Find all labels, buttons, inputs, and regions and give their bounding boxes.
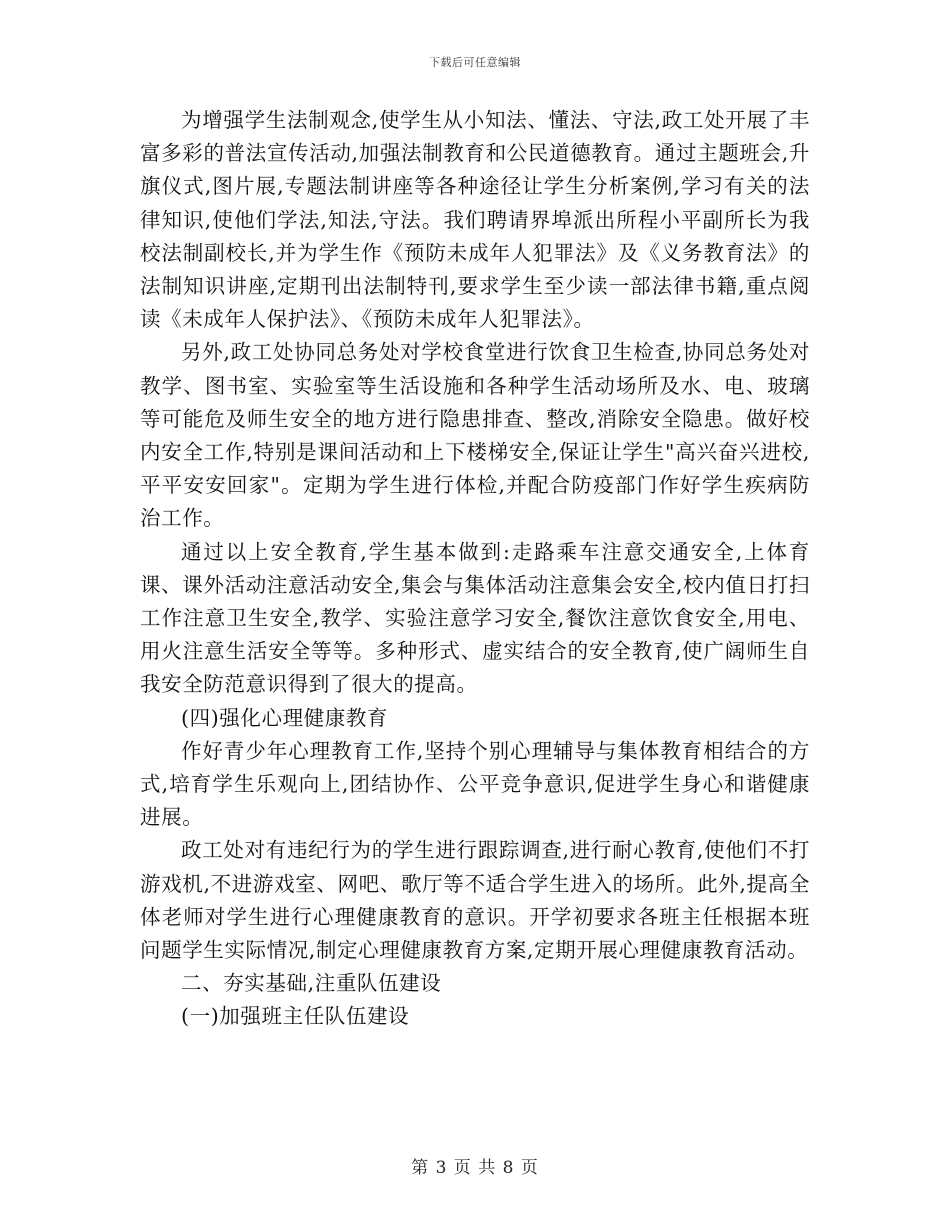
section-heading-mental-health: (四)强化心理健康教育 <box>181 705 389 730</box>
paragraph-legal-education: 为增强学生法制观念,使学生从小知法、懂法、守法,政工处开展了丰富多彩的普法宣传活动,加强法制教育和公民道德教育。通过主题班会,升旗仪式,图片展,专题法制讲座等各种途径让学生分析案例,学习有关的法律知识,使他们学法,知法,守法。我们聘请界埠派出所程小平副所长为我校法制副校长,并为学生作《预防未成年人犯罪法》及《义务教育法》的法制知识讲座,定期刊出法制特刊,要求学生至少读一部法律书籍,重点阅读《未成年人保护法》、《预防未成年人犯罪法》。 <box>140 108 810 332</box>
subsection-heading-class-teachers: (一)加强班主任队伍建设 <box>181 1004 410 1029</box>
page-number-footer: 第 3 页 共 8 页 <box>411 1158 539 1178</box>
page-header-note: 下载后可任意编辑 <box>429 56 521 69</box>
paragraph-youth-psychology: 作好青少年心理教育工作,坚持个别心理辅导与集体教育相结合的方式,培育学生乐观向上,团结协作、公平竞争意识,促进学生身心和谐健康进展。 <box>140 738 810 830</box>
paragraph-safety-inspection: 另外,政工处协同总务处对学校食堂进行饮食卫生检查,协同总务处对教学、图书室、实验室等生活设施和各种学生活动场所及水、电、玻璃等可能危及师生安全的地方进行隐患排查、整改,消除安全隐患。做好校内安全工作,特别是课间活动和上下楼梯安全,保证让学生"高兴奋兴进校,平平安安回家"。定期为学生进行体检,并配合防疫部门作好学生疾病防治工作。 <box>140 340 810 531</box>
section-heading-team-building: 二、夯实基础,注重队伍建设 <box>181 971 442 996</box>
document-body <box>140 104 810 1034</box>
paragraph-safety-outcomes: 通过以上安全教育,学生基本做到:走路乘车注意交通安全,上体育课、课外活动注意活动安全,集会与集体活动注意集会安全,校内值日打扫工作注意卫生安全,教学、实验注意学习安全,餐饮注意饮食安全,用电、用火注意生活安全等等。多种形式、虚实结合的安全教育,使广阔师生自我安全防范意识得到了很大的提高。 <box>140 539 810 697</box>
paragraph-discipline-followup: 政工处对有违纪行为的学生进行跟踪调查,进行耐心教育,使他们不打游戏机,不进游戏室、网吧、歌厅等不适合学生进入的场所。此外,提高全体老师对学生进行心理健康教育的意识。开学初要求各班主任根据本班问题学生实际情况,制定心理健康教育方案,定期开展心理健康教育活动。 <box>140 838 810 963</box>
